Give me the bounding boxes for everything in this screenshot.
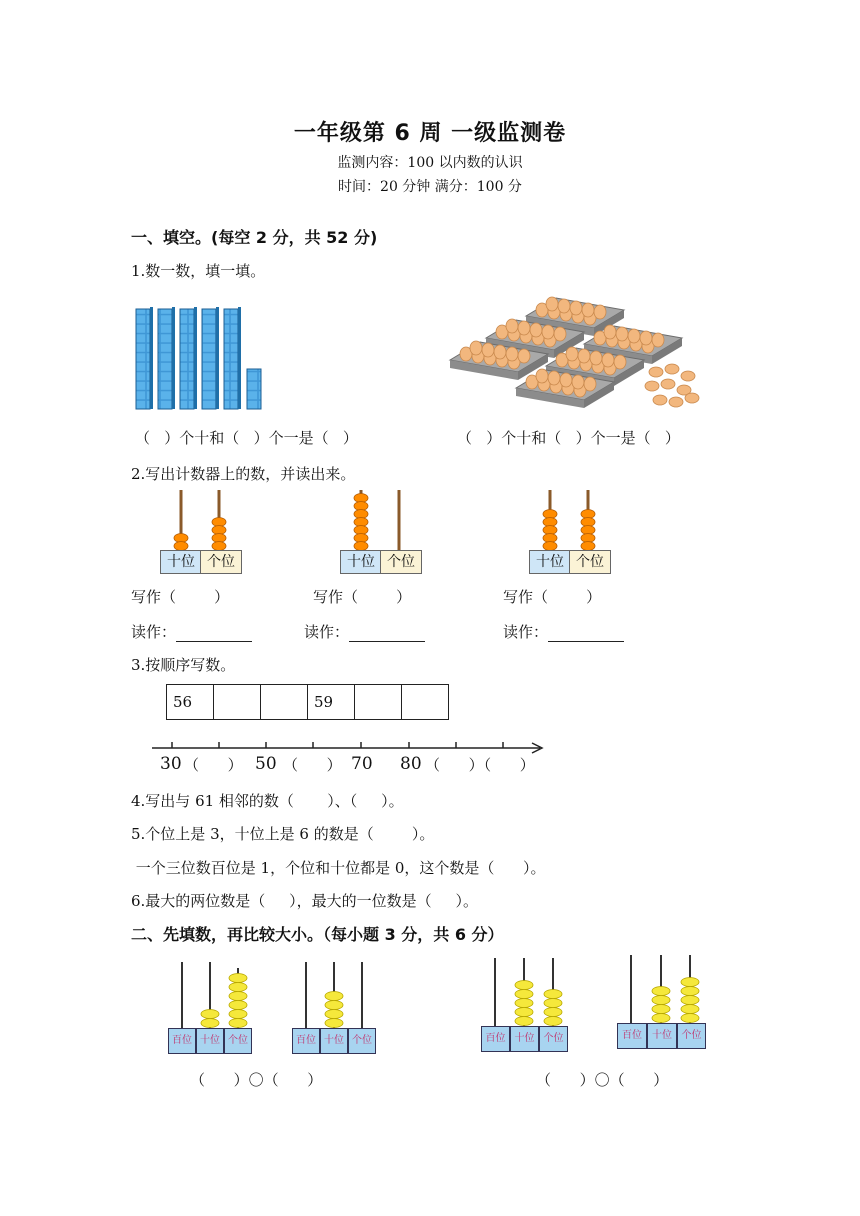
abacus-b bbox=[292, 962, 376, 1056]
sequence-cell[interactable]: 56 bbox=[167, 685, 214, 720]
tens-label: 十位 bbox=[510, 1026, 539, 1052]
compare-left[interactable]: （ ）〇（ ） bbox=[190, 1071, 323, 1089]
numberline-blank[interactable]: （ ） bbox=[283, 756, 342, 774]
numberline-label: 70 bbox=[351, 754, 373, 774]
abacus-3 bbox=[529, 490, 611, 576]
q5a-text[interactable]: 5.个位上是 3，十位上是 6 的数是（ ）。 bbox=[131, 825, 435, 843]
q1-left-answer[interactable]: （ ）个十和（ ）个一是（ ） bbox=[135, 429, 358, 447]
sequence-cell[interactable] bbox=[261, 685, 308, 720]
hundreds-label: 百位 bbox=[481, 1026, 510, 1052]
abacus-d bbox=[617, 955, 705, 1053]
abacus-rods bbox=[617, 955, 705, 1023]
ones-label: 个位 bbox=[224, 1028, 252, 1054]
read-blank[interactable] bbox=[176, 625, 252, 642]
sequence-cell[interactable] bbox=[355, 685, 402, 720]
hundreds-label: 百位 bbox=[168, 1028, 196, 1054]
loose-eggs bbox=[645, 364, 699, 407]
page-title: 一年级第 6 周 一级监测卷 bbox=[293, 121, 567, 146]
tens-label: 十位 bbox=[196, 1028, 224, 1054]
numberline-label: 50 bbox=[255, 754, 277, 774]
ten-rod bbox=[180, 307, 197, 409]
tens-place-label: 十位 bbox=[529, 550, 571, 574]
sequence-boxes bbox=[166, 684, 449, 720]
q5b-text[interactable]: 一个三位数百位是 1，个位和十位都是 0，这个数是（ ）。 bbox=[131, 859, 546, 877]
write-answer-1[interactable]: 写作（ ） bbox=[131, 588, 230, 606]
tens-label: 十位 bbox=[320, 1028, 348, 1054]
read-label: 读作： bbox=[131, 623, 177, 641]
ones-place-label: 个位 bbox=[569, 550, 611, 574]
numberline-blank[interactable]: （ ） bbox=[184, 756, 243, 774]
tens-label: 十位 bbox=[647, 1023, 677, 1049]
ten-rod bbox=[202, 307, 219, 409]
unit-cubes bbox=[247, 369, 261, 409]
q1-right-answer[interactable]: （ ）个十和（ ）个一是（ ） bbox=[457, 429, 680, 447]
hundreds-label: 百位 bbox=[617, 1023, 647, 1049]
section2-heading: 二、先填数，再比较大小。（每小题 3 分，共 6 分） bbox=[131, 925, 504, 944]
time-line: 时间：20 分钟 满分：100 分 bbox=[338, 179, 522, 195]
content-line: 监测内容：100 以内数的认识 bbox=[337, 155, 523, 171]
ten-rods-image bbox=[132, 305, 267, 413]
ten-rod bbox=[136, 307, 153, 409]
compare-right[interactable]: （ ）〇（ ） bbox=[536, 1071, 669, 1089]
sequence-cell[interactable]: 59 bbox=[308, 685, 355, 720]
ten-rod bbox=[158, 307, 175, 409]
abacus-rods bbox=[292, 962, 376, 1028]
abacus-c bbox=[481, 958, 567, 1056]
q6-text[interactable]: 6.最大的两位数是（ ），最大的一位数是（ ）。 bbox=[131, 892, 478, 910]
abacus-2 bbox=[340, 490, 422, 576]
q1-label: 1.数一数，填一填。 bbox=[131, 262, 266, 280]
q2-label: 2.写出计数器上的数，并读出来。 bbox=[131, 465, 356, 483]
ten-rod bbox=[224, 307, 241, 409]
abacus-rods bbox=[340, 490, 422, 550]
sequence-cell[interactable] bbox=[402, 685, 449, 720]
numberline-label: 80 bbox=[400, 754, 422, 774]
write-answer-2[interactable]: 写作（ ） bbox=[313, 588, 412, 606]
ones-label: 个位 bbox=[677, 1023, 706, 1049]
ones-place-label: 个位 bbox=[200, 550, 242, 574]
read-answer-2[interactable] bbox=[304, 621, 425, 642]
abacus-a bbox=[168, 962, 252, 1056]
tens-place-label: 十位 bbox=[340, 550, 382, 574]
hundreds-label: 百位 bbox=[292, 1028, 320, 1054]
q4-text[interactable]: 4.写出与 61 相邻的数（ ）、（ ）。 bbox=[131, 792, 404, 810]
tens-place-label: 十位 bbox=[160, 550, 202, 574]
ones-place-label: 个位 bbox=[380, 550, 422, 574]
ones-label: 个位 bbox=[348, 1028, 376, 1054]
abacus-rods bbox=[529, 490, 611, 550]
numberline-label: 30 bbox=[160, 754, 182, 774]
read-label: 读作： bbox=[503, 623, 549, 641]
read-answer-1[interactable] bbox=[131, 621, 252, 642]
egg-cartons-image bbox=[446, 290, 706, 415]
read-blank[interactable] bbox=[349, 625, 425, 642]
q3-label: 3.按顺序写数。 bbox=[131, 656, 236, 674]
abacus-1 bbox=[160, 490, 242, 576]
write-answer-3[interactable]: 写作（ ） bbox=[503, 588, 602, 606]
read-answer-3[interactable] bbox=[503, 621, 624, 642]
read-blank[interactable] bbox=[548, 625, 624, 642]
numberline-blank[interactable]: （ ）（ ） bbox=[425, 756, 535, 774]
abacus-rods bbox=[481, 958, 567, 1026]
read-label: 读作： bbox=[304, 623, 350, 641]
ones-label: 个位 bbox=[539, 1026, 568, 1052]
abacus-rods bbox=[160, 490, 242, 550]
abacus-rods bbox=[168, 962, 252, 1028]
sequence-cell[interactable] bbox=[214, 685, 261, 720]
section1-heading: 一、填空。(每空 2 分，共 52 分) bbox=[131, 228, 378, 247]
